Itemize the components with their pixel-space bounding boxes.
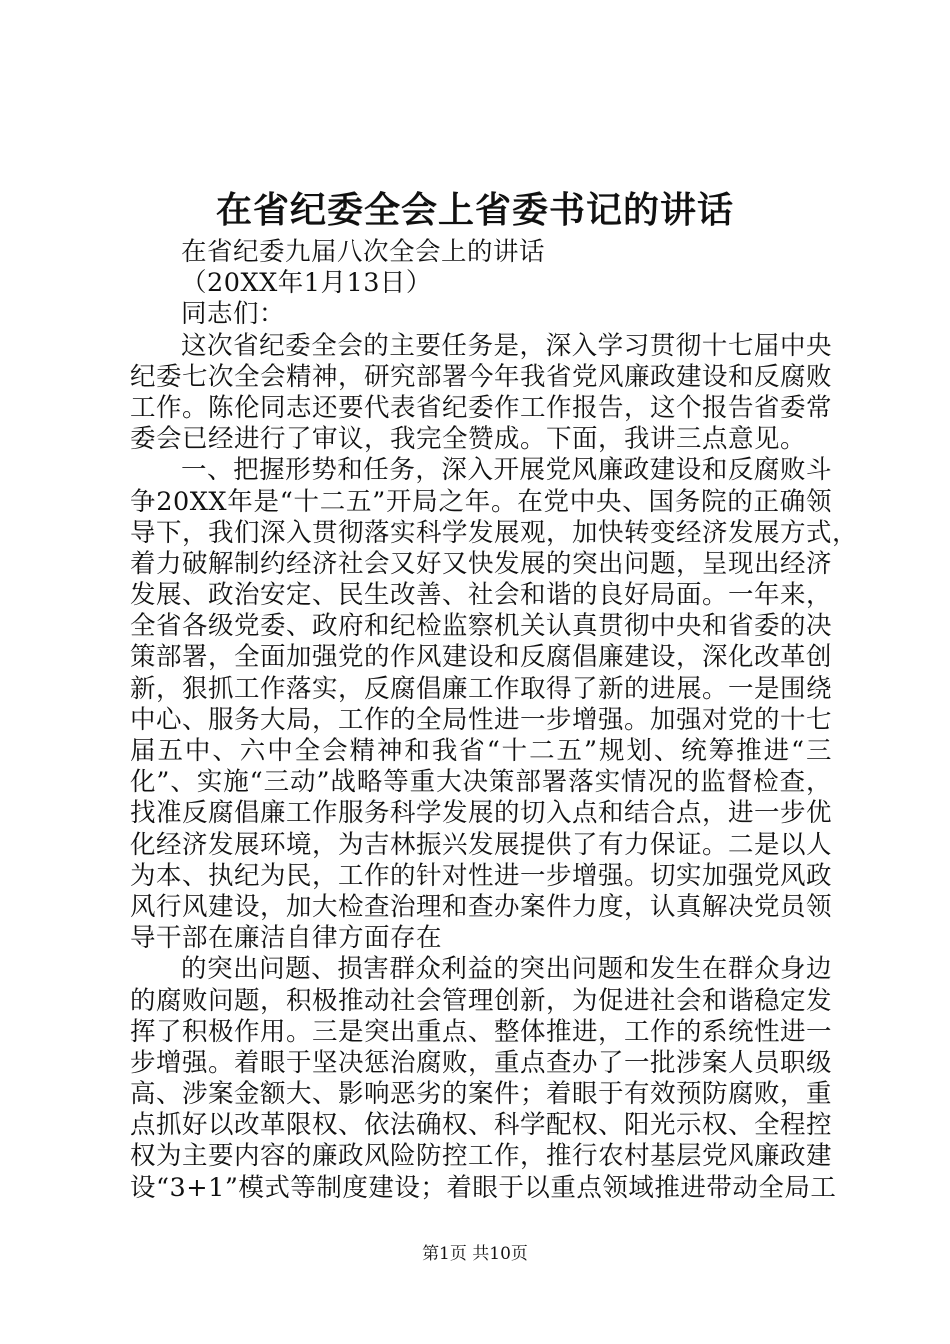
text-line: 步增强。着眼于坚决惩治腐败，重点查办了一批涉案人员职级 [130, 1047, 833, 1078]
text-line: 化经济发展环境，为吉林振兴发展提供了有力保证。二是以人 [130, 829, 833, 860]
text-line: 为本、执纪为民，工作的针对性进一步增强。切实加强党风政 [130, 860, 833, 891]
text-line: 风行风建设，加大检查治理和查办案件力度，认真解决党员领 [130, 891, 833, 922]
text-line: 权为主要内容的廉政风险防控工作，推行农村基层党风廉政建 [130, 1141, 833, 1172]
text-line: 委会已经进行了审议，我完全赞成。下面，我讲三点意见。 [130, 424, 807, 455]
text-line: 导干部在廉洁自律方面存在 [130, 923, 443, 954]
text-line: 化”、实施“三动”战略等重大决策部署落实情况的监督检查， [130, 767, 832, 798]
text-line: 挥了积极作用。三是突出重点、整体推进，工作的系统性进一 [130, 1016, 833, 1047]
text-line: 着力破解制约经济社会又好又快发展的突出问题，呈现出经济 [130, 548, 833, 579]
text-line: 的突出问题、损害群众利益的突出问题和发生在群众身边 [181, 954, 832, 985]
document-body [130, 237, 859, 1204]
page-footer: 第1页 共10页 [422, 1244, 528, 1264]
document-title: 在省纪委全会上省委书记的讲话 [215, 189, 734, 231]
text-line: （20XX年1月13日） [181, 268, 432, 299]
text-line: 纪委七次全会精神，研究部署今年我省党风廉政建设和反腐败 [130, 361, 833, 392]
text-line: 设“3+1”模式等制度建设；着眼于以重点领域推进带动全局工 [130, 1172, 837, 1203]
text-line: 发展、政治安定、民生改善、社会和谐的良好局面。一年来， [130, 580, 833, 611]
text-line: 同志们： [181, 299, 286, 330]
text-line: 中心、服务大局，工作的全局性进一步增强。加强对党的十七 [130, 704, 833, 735]
text-line: 高、涉案金额大、影响恶劣的案件；着眼于有效预防腐败，重 [130, 1079, 833, 1110]
text-line: 在省纪委九届八次全会上的讲话 [181, 237, 546, 267]
text-line: 这次省纪委全会的主要任务是，深入学习贯彻十七届中央 [181, 330, 832, 361]
text-line: 届五中、六中全会精神和我省“十二五”规划、统筹推进“三 [130, 736, 832, 766]
text-line: 争20XX年是“十二五”开局之年。在党中央、国务院的正确领 [130, 486, 832, 517]
text-line: 点抓好以改革限权、依法确权、科学配权、阳光示权、全程控 [130, 1110, 833, 1141]
text-line: 策部署，全面加强党的作风建设和反腐倡廉建设，深化改革创 [130, 642, 833, 673]
text-line: 新，狠抓工作落实，反腐倡廉工作取得了新的进展。一是围绕 [130, 673, 833, 704]
text-line: 的腐败问题，积极推动社会管理创新，为促进社会和谐稳定发 [130, 985, 833, 1016]
text-line: 全省各级党委、政府和纪检监察机关认真贯彻中央和省委的决 [130, 611, 833, 642]
text-line: 工作。陈伦同志还要代表省纪委作工作报告，这个报告省委常 [130, 392, 833, 423]
text-line: 找准反腐倡廉工作服务科学发展的切入点和结合点，进一步优 [130, 798, 833, 829]
text-line: 一、把握形势和任务，深入开展党风廉政建设和反腐败斗 [181, 455, 832, 486]
text-line: 导下，我们深入贯彻落实科学发展观，加快转变经济发展方式， [130, 517, 859, 548]
